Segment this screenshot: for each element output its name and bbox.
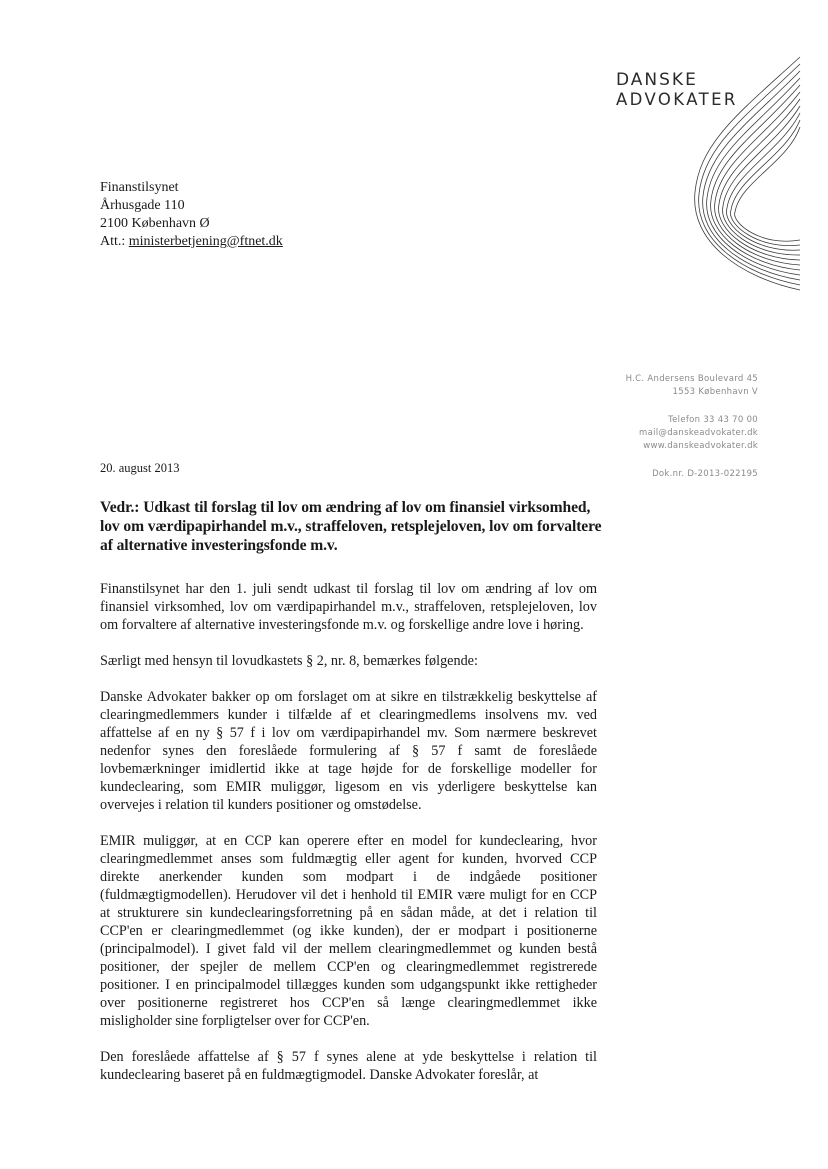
recipient-att — [100, 233, 283, 251]
letter-body — [100, 580, 597, 1102]
att-prefix: Att.: — [100, 234, 129, 249]
body-paragraph: Finanstilsynet har den 1. juli sendt udkast til forslag til lov om ændring af lov om finansiel virksomhed, lov om værdipapirhandel m.v., straffeloven, retsplejeloven, lov om forvaltere af alternative investeringsfonde m.v. og forskellige andre love i høring. — [100, 581, 597, 633]
sender-web: www.danskeadvokater.dk — [643, 441, 758, 451]
sender-info — [626, 373, 758, 481]
recipient-city: 2100 København Ø — [100, 216, 210, 231]
letter-date: 20. august 2013 — [100, 461, 180, 475]
body-paragraph: EMIR muliggør, at en CCP kan operere efter en model for kundeclearing, hvor clearingmedlemmet anses som fuldmægtig eller agent for kunden, hvorved CCP direkte anerkender kunden som modpart i de indgåede positioner (fuldmægtigmodellen). Herudover vil det i henhold til EMIR være muligt for en CCP at strukturere sin kundeclearingsforretning på en sådan måde, at det i relation til CCP'en er clearingmedlemmet (og ikke kunden), der er modpart i positionerne (principalmodel). I givet fald vil der mellem clearingmedlemmet og kunden bestå positioner, der spejler de mellem CCP'en og clearingmedlemmet registrerede positioner. I en principalmodel tillægges kunden som udgangspunkt ikke rettigheder over positionerne registreret hos CCP'en så længe clearingmedlemmet ikke misligholder sine forpligtelser over for CCP'en. — [100, 833, 597, 1029]
logo-line-1: DANSKE — [616, 70, 698, 90]
sender-address-1: H.C. Andersens Boulevard 45 — [625, 374, 758, 384]
sender-email: mail@danskeadvokater.dk — [639, 428, 758, 438]
danske-advokater-logo — [590, 42, 810, 302]
recipient-address — [100, 179, 283, 251]
recipient-street: Århusgade 110 — [100, 198, 185, 213]
body-paragraph: Særligt med hensyn til lovudkastets § 2, nr. 8, bemærkes følgende: — [100, 653, 478, 669]
letter-subject: Vedr.: Udkast til forslag til lov om ændring af lov om finansiel virksomhed, lov om værdipapirhandel m.v., straffeloven, retsplejeloven, lov om forvaltere af alternative investeringsfonde m.v. — [100, 499, 602, 554]
sender-phone: Telefon 33 43 70 00 — [668, 415, 758, 425]
sender-doc-number: Dok.nr. D-2013-022195 — [652, 469, 758, 479]
logo-line-2: ADVOKATER — [616, 90, 738, 109]
body-paragraph: Danske Advokater bakker op om forslaget om at sikre en tilstrækkelig beskyttelse af clearingmedlemmers kunder i tilfælde af et clearingmedlems insolvens mv. ved affattelse af en ny § 57 f i lov om værdipapirhandel mv. Som nærmere beskrevet nedenfor synes den foreslåede formulering af § 57 f samt de foreslåede lovbemærkninger imidlertid ikke at tage højde for de forskellige modeller for kundeclearing, som EMIR muliggør, ligesom en vis yderligere beskyttelse kan overvejes i relation til kunders positioner og omstødelse. — [100, 689, 597, 813]
att-email-link[interactable]: ministerbetjening@ftnet.dk — [128, 234, 283, 249]
body-paragraph: Den foreslåede affattelse af § 57 f synes alene at yde beskyttelse i relation til kundeclearing baseret på en fuldmægtigmodel. Danske Advokater foreslår, at — [100, 1049, 597, 1083]
recipient-name: Finanstilsynet — [100, 180, 179, 195]
sender-address-2: 1553 København V — [672, 387, 758, 397]
